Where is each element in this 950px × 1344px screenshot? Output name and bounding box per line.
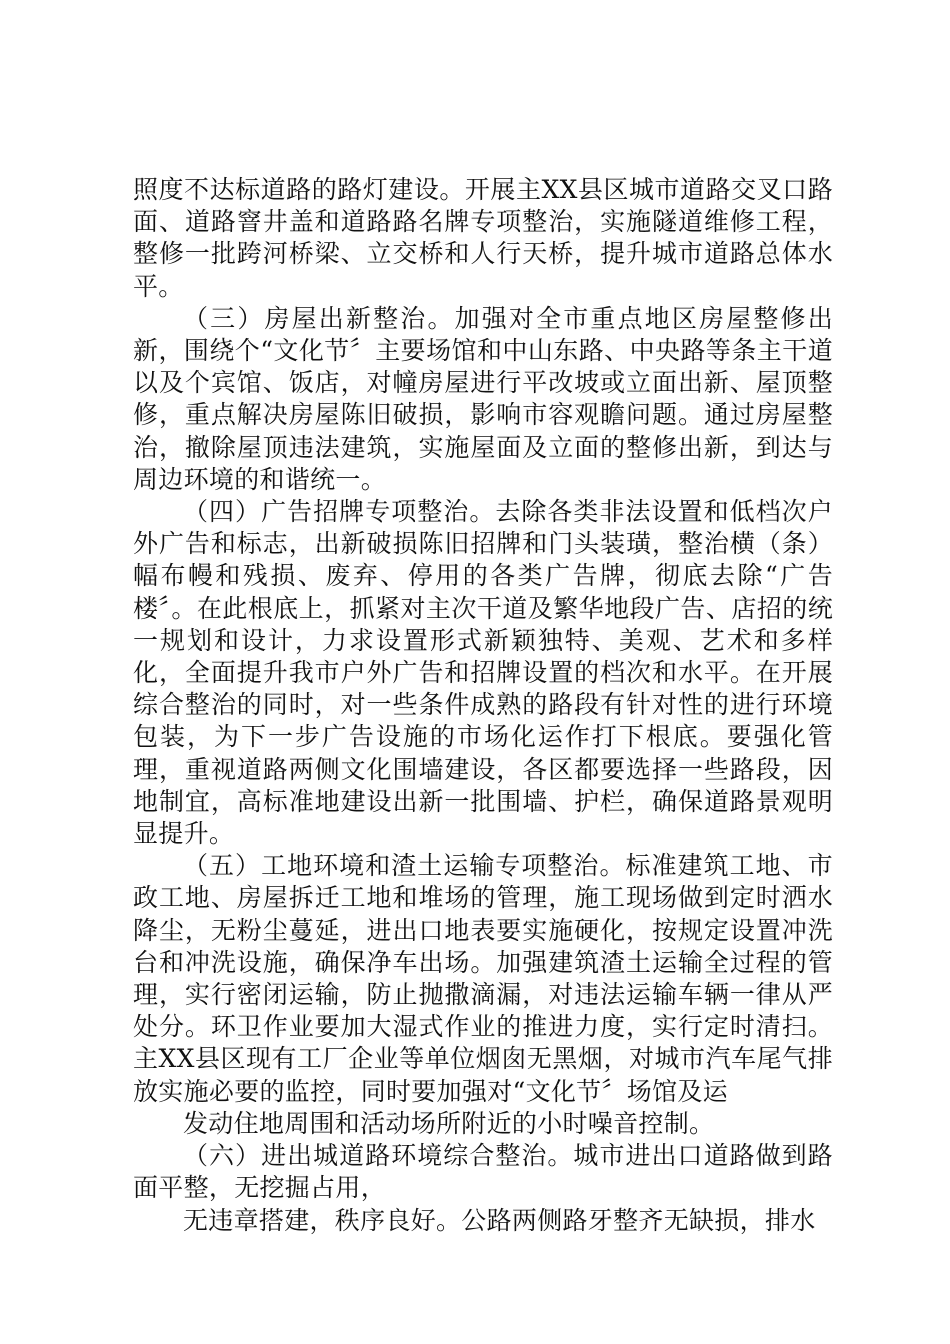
paragraph-billboard-rectification: （四）广告招牌专项整治。去除各类非法设置和低档次户外广告和标志，出新破损陈旧招牌和门头装璜，整治横（条）幅布幔和残损、废弃、停用的各类广告牌，彻底去除“广告楼〞。在此根底上，抓紧对主次干道及繁华地段广告、店招的统一规划和设计，力求设置形式新颖独特、美观、艺术和多样化，全面提升我市户外广告和招牌设置的档次和水平。在开展综合整治的同时，对一些条件成熟的路段有针对性的进行环境包装，为下一步广告设施的市场化运作打下根底。要强化管理，重视道路两侧文化围墙建设，各区都要选择一些路段，因地制宜，高标准地建设出新一批围墙、护栏，确保道路景观明显提升。 bbox=[133, 497, 833, 849]
paragraph-building-renovation: （三）房屋出新整治。加强对全市重点地区房屋整修出新，围绕个“文化节〞主要场馆和中山东路、中央路等条主干道以及个宾馆、饭店，对幢房屋进行平改坡或立面出新、屋顶整修，重点解决房屋陈旧破损，影响市容观瞻问题。通过房屋整治，撤除屋顶违法建筑，实施屋面及立面的整修出新，到达与周边环境的和谐统一。 bbox=[133, 303, 833, 494]
document-body bbox=[133, 174, 833, 1237]
paragraph-noise-control: 发动住地周围和活动场所附近的小时噪音控制。 bbox=[183, 1108, 715, 1138]
paragraph-entry-roads: （六）进出城道路环境综合整治。城市进出口道路做到路面平整，无挖掘占用， bbox=[133, 1141, 833, 1203]
paragraph-street-lighting: 照度不达标道路的路灯建设。开展主XX县区城市道路交叉口路面、道路窨井盖和道路路名牌专项整治，实施隧道维修工程，整修一批跨河桥梁、立交桥和人行天桥，提升城市道路总体水平。 bbox=[133, 175, 833, 301]
paragraph-road-condition: 无违章搭建，秩序良好。公路两侧路牙整齐无缺损，排水 bbox=[183, 1205, 816, 1235]
paragraph-construction-site: （五）工地环境和渣土运输专项整治。标准建筑工地、市政工地、房屋拆迁工地和堆场的管理，施工现场做到定时洒水降尘，无粉尘蔓延，进出口地表要实施硬化，按规定设置冲洗台和冲洗设施，确保净车出场。加强建筑渣土运输全过程的管理，实行密闭运输，防止抛撒滴漏，对违法运输车辆一律从严处分。环卫作业要加大湿式作业的推进力度，实行定时清扫。主XX县区现有工厂企业等单位烟囱无黑烟，对城市汽车尾气排放实施必要的监控，同时要加强对“文化节〞场馆及运 bbox=[133, 851, 833, 1106]
